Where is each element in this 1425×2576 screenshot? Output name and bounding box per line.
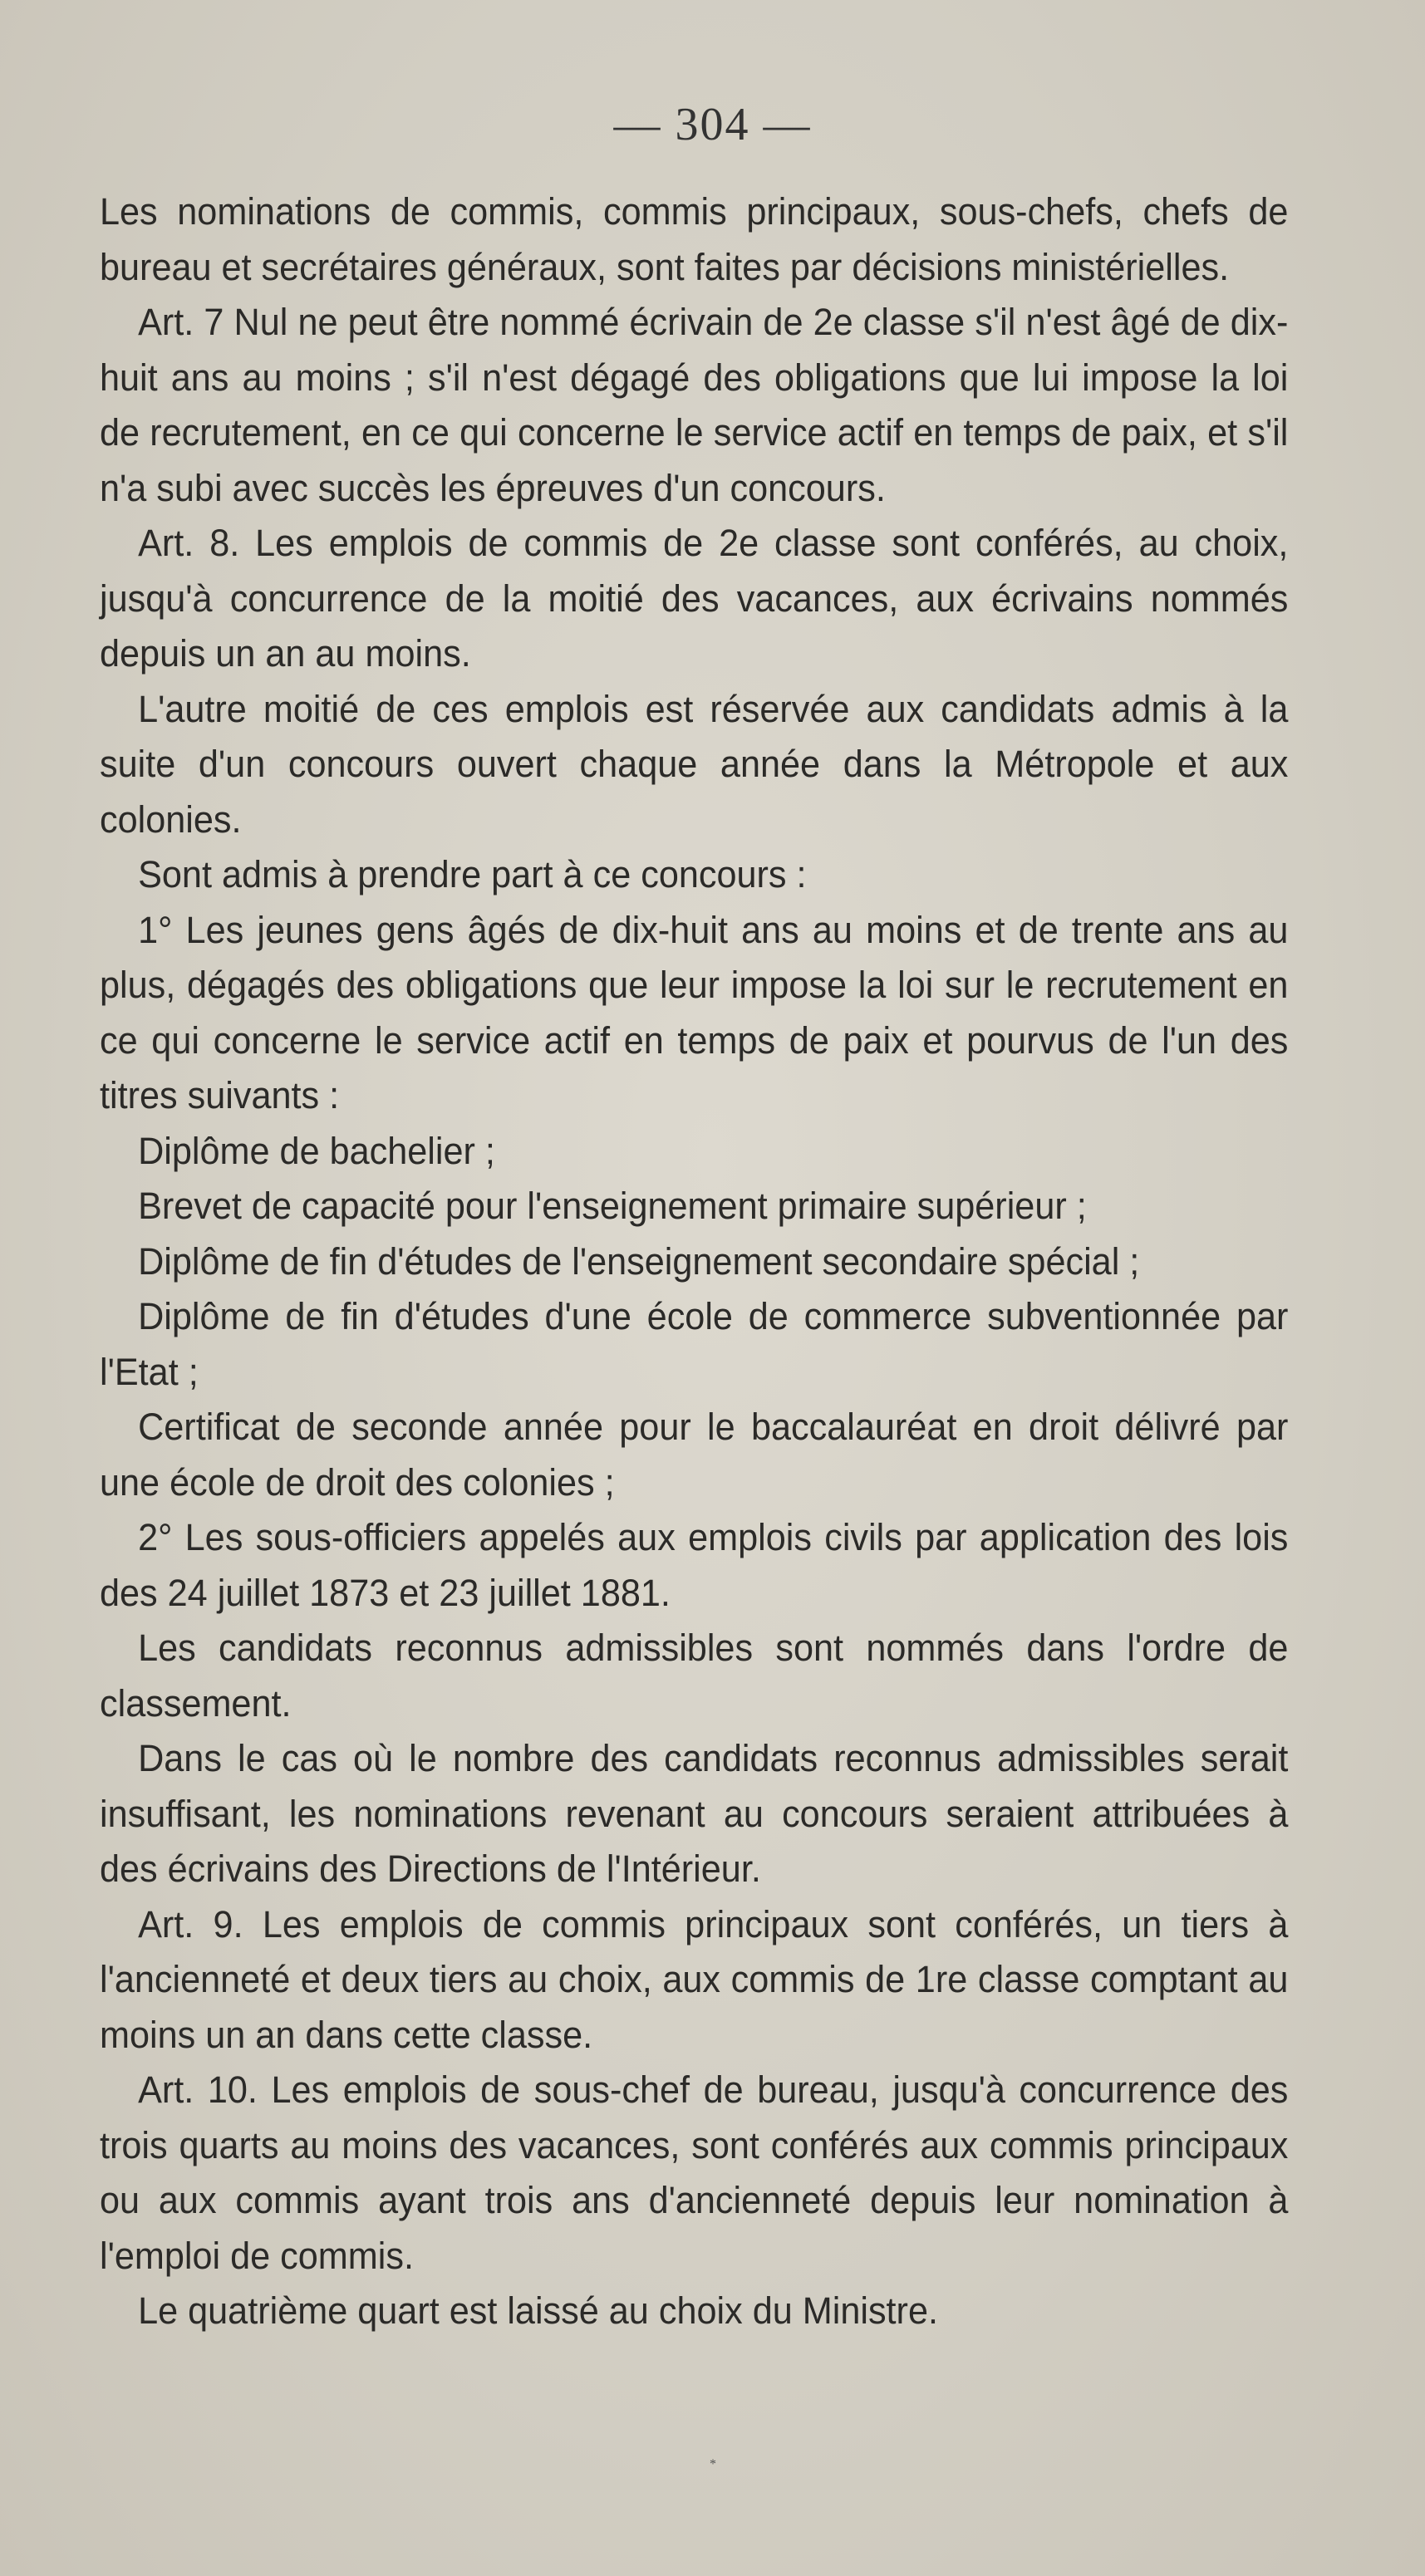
paragraph: Dans le cas où le nombre des candidats reconnus admissibles serait insuffisant, les nominations revenant au concours seraient attribuées à des écrivains des Directions de l'Intérieur.	[100, 1737, 1289, 1890]
body-text	[100, 184, 1288, 2339]
article-10: Art. 10. Les emplois de sous-chef de bureau, jusqu'à concurrence des trois quarts au moins des vacances, sont conférés aux commis principaux ou aux commis ayant trois ans d'ancienneté depuis leur nomination à l'emploi de commis.	[100, 2068, 1289, 2277]
list-item: Certificat de seconde année pour le baccalauréat en droit délivré par une école de droit des colonies ;	[100, 1406, 1289, 1504]
list-item: Diplôme de fin d'études de l'enseignement secondaire spécial ;	[138, 1239, 1140, 1283]
page-number: — 304 —	[613, 99, 812, 150]
list-item: 1° Les jeunes gens âgés de dix-huit ans au moins et de trente ans au plus, dégagés des obligations que leur impose la loi sur le recrutement en ce qui concerne le service actif en temps de paix et pourvus de l'un des titres suivants :	[100, 908, 1289, 1116]
article-8: Art. 8. Les emplois de commis de 2e classe sont conférés, au choix, jusqu'à concurrence de la moitié des vacances, aux écrivains nommés depuis un an au moins.	[100, 522, 1289, 675]
list-item: Diplôme de fin d'études d'une école de commerce subventionnée par l'Etat ;	[100, 1295, 1289, 1393]
paragraph: Le quatrième quart est laissé au choix du Ministre.	[138, 2289, 938, 2332]
list-item: 2° Les sous-officiers appelés aux emplois civils par application des lois des 24 juillet 1873 et 23 juillet 1881.	[100, 1516, 1289, 1614]
paragraph: Sont admis à prendre part à ce concours :	[138, 853, 807, 895]
paragraph: Les nominations de commis, commis principaux, sous-chefs, chefs de bureau et secrétaires généraux, sont faites par décisions ministérielles.	[100, 190, 1289, 288]
article-7: Art. 7 Nul ne peut être nommé écrivain de 2e classe s'il n'est âgé de dix-huit ans au moins ; s'il n'est dégagé des obligations que lui impose la loi de recrutement, en ce qui concerne le service actif en temps de paix, et s'il n'a subi avec succès les épreuves d'un concours.	[100, 301, 1289, 509]
paragraph: Les candidats reconnus admissibles sont nommés dans l'ordre de classement.	[100, 1627, 1289, 1725]
list-item: Brevet de capacité pour l'enseignement primaire supérieur ;	[138, 1185, 1087, 1227]
article-9: Art. 9. Les emplois de commis principaux sont conférés, un tiers à l'ancienneté et deux tiers au choix, aux commis de 1re classe comptant au moins un an dans cette classe.	[100, 1902, 1289, 2056]
list-item: Diplôme de bachelier ;	[138, 1129, 495, 1172]
paragraph: L'autre moitié de ces emplois est réservée aux candidats admis à la suite d'un concours ouvert chaque année dans la Métropole et aux colonies.	[100, 687, 1289, 841]
footer-mark: *	[710, 2457, 716, 2471]
